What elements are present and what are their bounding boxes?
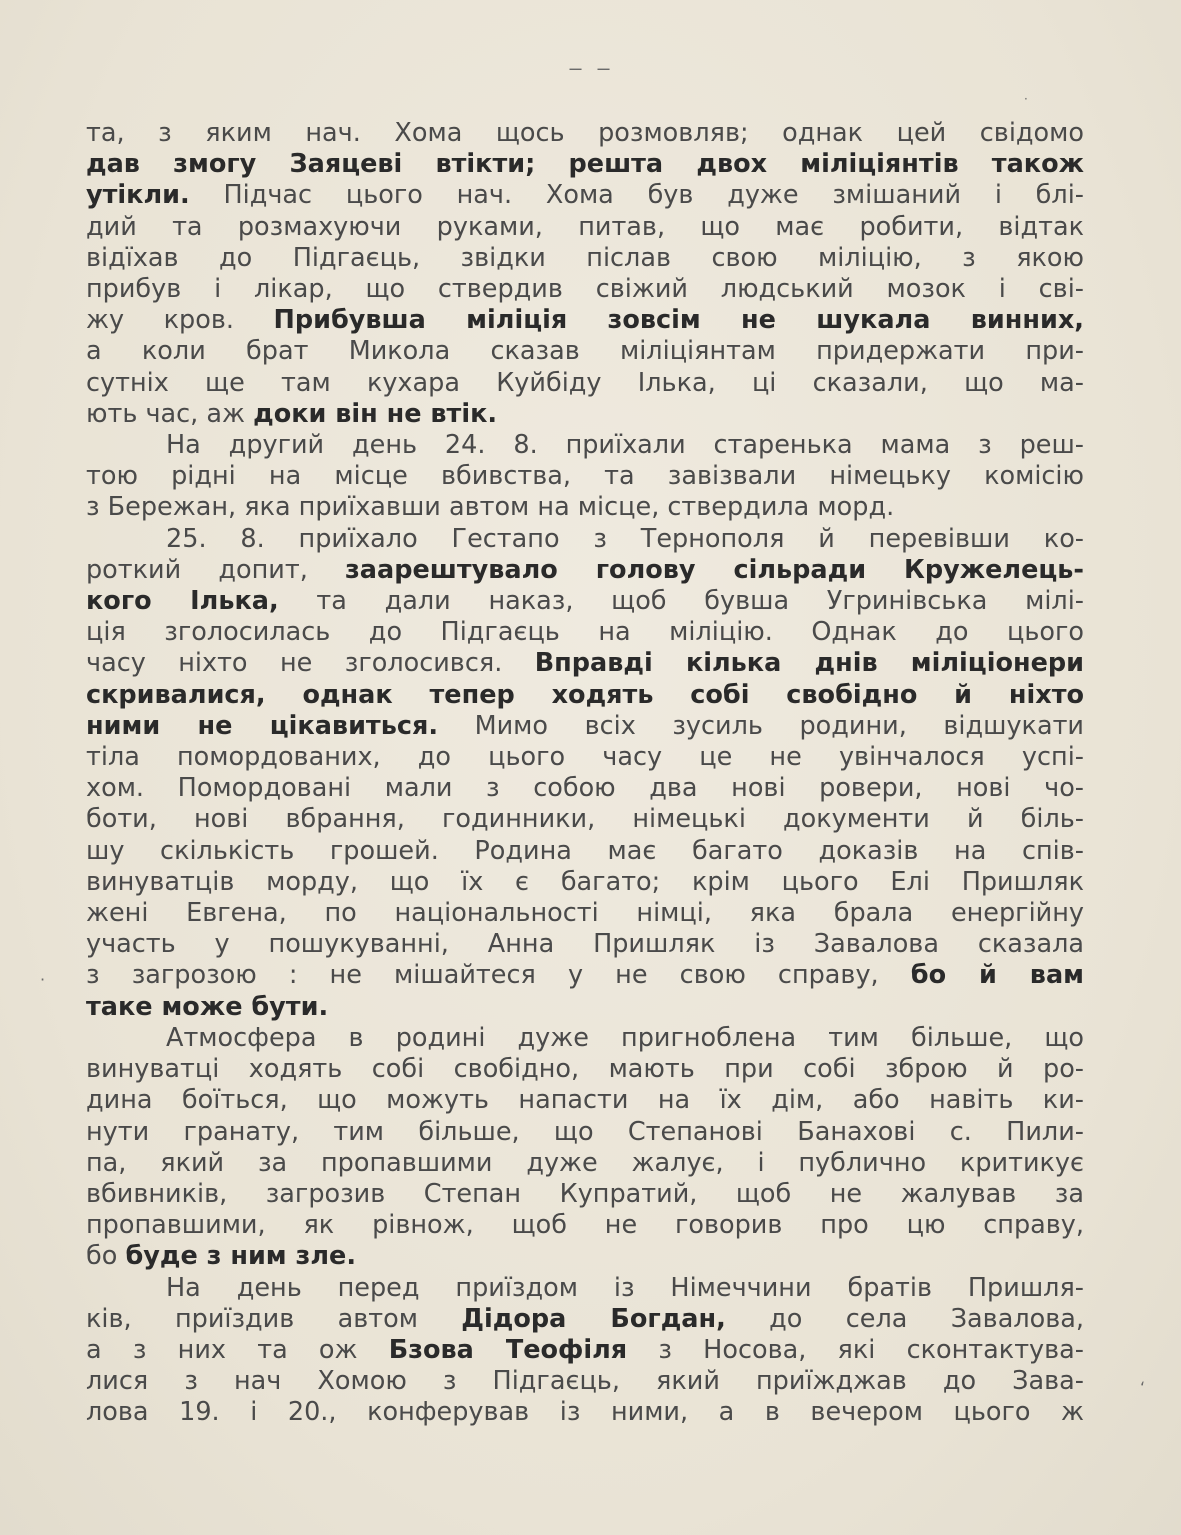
text-segment: лися з нач Хомою з Підгаєць, який приїжджав до Зава- — [86, 1366, 1084, 1397]
text-line — [86, 960, 1084, 991]
text-line — [86, 555, 1084, 586]
text-segment: винуватців морду, що їх є багато; крім цього Елі Пришляк — [86, 866, 1084, 897]
text-segment: хом. Помордовані мали з собою два нові ровери, нові чо- — [86, 773, 1084, 804]
text-segment: та, з яким нач. Хома щось розмовляв; однак цей свідомо — [86, 118, 1084, 148]
text-line — [86, 430, 1084, 461]
text-segment: ків, приїздив автом — [86, 1303, 462, 1334]
text-segment: бо — [86, 1241, 126, 1272]
text-segment: з загрозою : не мішайтеся у не свою справу, — [86, 960, 911, 991]
text-segment: лова 19. і 20., конферував із ними, а в вечером цього ж — [86, 1397, 1084, 1428]
text-line — [86, 804, 1084, 835]
text-line — [86, 617, 1084, 648]
text-segment: та дали наказ, щоб бувша Угринівська мілі- — [278, 586, 1084, 617]
text-segment: прибув і лікар, що ствердив свіжий людський мозок і сві- — [86, 274, 1084, 305]
bold-text-segment: Бзова Теофіля — [388, 1334, 628, 1365]
margin-mark: · — [40, 970, 46, 989]
text-segment: ція зголосилась до Підгаєць на міліцію. Однак до цього — [86, 617, 1084, 648]
text-line — [86, 243, 1084, 274]
text-segment: тою рідні на місце вбивства, та завізвали німецьку комісію — [86, 461, 1084, 492]
bold-text-segment: ними не цікавиться. — [86, 710, 439, 741]
bold-text-segment: Прибувша міліція зовсім не шукала винних, — [273, 305, 1084, 336]
bold-text-segment: бо й вам — [910, 960, 1084, 991]
text-segment: з Носова, які сконтактува- — [627, 1334, 1084, 1365]
text-line — [86, 867, 1084, 898]
text-segment: з Бережан, яка приїхавши автом на місце, ствердила морд. — [86, 492, 895, 523]
text-line — [86, 180, 1084, 211]
text-segment: дина боїться, що можуть напасти на їх дім, або навіть ки- — [86, 1085, 1084, 1116]
text-line — [86, 399, 1084, 430]
text-segment: пропавшими, як рівнож, щоб не говорив про цю справу, — [86, 1210, 1084, 1241]
bold-text-segment: скривалися, однак тепер ходять собі свобідно й ніхто — [86, 679, 1084, 710]
text-segment: жені Евгена, по національності німці, яка брала енергійну — [86, 898, 1084, 929]
text-segment: часу ніхто не зголосився. — [86, 648, 535, 679]
text-line — [86, 1273, 1084, 1304]
text-line — [86, 680, 1084, 711]
text-line — [86, 305, 1084, 336]
text-line — [86, 118, 1084, 149]
text-segment: участь у пошукуванні, Анна Пришляк із Завалова сказала — [86, 929, 1084, 960]
text-segment: дий та розмахуючи руками, питав, що має робити, відтак — [86, 211, 1084, 242]
text-line — [86, 1117, 1084, 1148]
document-body — [86, 118, 1084, 1429]
bold-text-segment: буде з ним зле. — [125, 1241, 357, 1272]
text-segment: сутніх ще там кухара Куйбіду Ілька, ці сказали, що ма- — [86, 367, 1084, 398]
text-line — [86, 1148, 1084, 1179]
bold-text-segment: доки він не втік. — [253, 398, 498, 429]
bold-text-segment: утікли. — [86, 180, 190, 211]
text-segment: Атмосфера в родині дуже пригноблена тим більше, що — [166, 1022, 1084, 1053]
text-segment: 25. 8. приїхало Гестапо з Тернополя й перевівши ко- — [166, 523, 1084, 554]
text-segment: тіла помордованих, до цього часу це не увінчалося успі- — [86, 742, 1084, 773]
text-line — [86, 1304, 1084, 1335]
bold-text-segment: Вправді кілька днів міліціонери — [534, 648, 1084, 679]
bold-text-segment: дав змогу Заяцеві втікти; решта двох міліціянтів також — [86, 149, 1084, 180]
text-segment: На другий день 24. 8. приїхали старенька мама з реш- — [166, 430, 1084, 461]
text-segment: до села Завалова, — [725, 1303, 1084, 1334]
text-line — [86, 586, 1084, 617]
text-segment: винуватці ходять собі свобідно, мають при собі зброю й ро- — [86, 1054, 1084, 1085]
text-segment: жу кров. — [86, 305, 274, 336]
text-line — [86, 1023, 1084, 1054]
text-line — [86, 336, 1084, 367]
text-line — [86, 149, 1084, 180]
margin-mark: ‘ — [1140, 1378, 1146, 1397]
text-segment: па, який за пропавшими дуже жалує, і публично критикує — [86, 1147, 1084, 1178]
page-number-mark: – – — [569, 56, 612, 80]
text-line — [86, 368, 1084, 399]
text-segment: вбивників, загрозив Степан Купратий, щоб не жалував за — [86, 1178, 1084, 1209]
text-line — [86, 1210, 1084, 1241]
bold-text-segment: заарештувало голову сільради Кружелець- — [344, 554, 1084, 585]
text-line — [86, 711, 1084, 742]
text-segment: роткий допит, — [86, 554, 345, 585]
text-segment: Підчас цього нач. Хома був дуже змішаний і блі- — [189, 180, 1084, 211]
text-line — [86, 1335, 1084, 1366]
text-line — [86, 1397, 1084, 1428]
text-segment: боти, нові вбрання, годинники, німецькі документи й біль- — [86, 804, 1084, 835]
text-line — [86, 1241, 1084, 1272]
text-line — [86, 524, 1084, 555]
text-segment: шу скількість грошей. Родина має багато доказів на спів- — [86, 835, 1084, 866]
text-line — [86, 742, 1084, 773]
text-line — [86, 1366, 1084, 1397]
text-line — [86, 274, 1084, 305]
bold-text-segment: таке може бути. — [86, 991, 329, 1022]
text-segment: нути гранату, тим більше, що Степанові Банахові с. Пили- — [86, 1116, 1084, 1147]
text-line — [86, 648, 1084, 679]
bold-text-segment: Дідора Богдан, — [461, 1303, 726, 1334]
text-line — [86, 1054, 1084, 1085]
text-line — [86, 898, 1084, 929]
text-segment: а з них та ож — [86, 1334, 389, 1365]
text-segment: ють час, аж — [86, 398, 254, 429]
text-line — [86, 1179, 1084, 1210]
text-line — [86, 836, 1084, 867]
text-segment: а коли брат Микола сказав міліціянтам придержати при- — [86, 336, 1084, 367]
text-line — [86, 212, 1084, 243]
text-segment: відїхав до Підгаєць, звідки післав свою міліцію, з якою — [86, 242, 1084, 273]
text-line — [86, 461, 1084, 492]
text-line — [86, 773, 1084, 804]
text-line — [86, 992, 1084, 1023]
text-segment: Мимо всіх зусиль родини, відшукати — [438, 710, 1084, 741]
text-segment: На день перед приїздом із Німеччини братів Пришля- — [166, 1272, 1084, 1303]
margin-mark: · — [1024, 92, 1028, 106]
text-line — [86, 929, 1084, 960]
bold-text-segment: кого Ілька, — [86, 586, 279, 617]
text-line — [86, 492, 1084, 523]
text-line — [86, 1085, 1084, 1116]
